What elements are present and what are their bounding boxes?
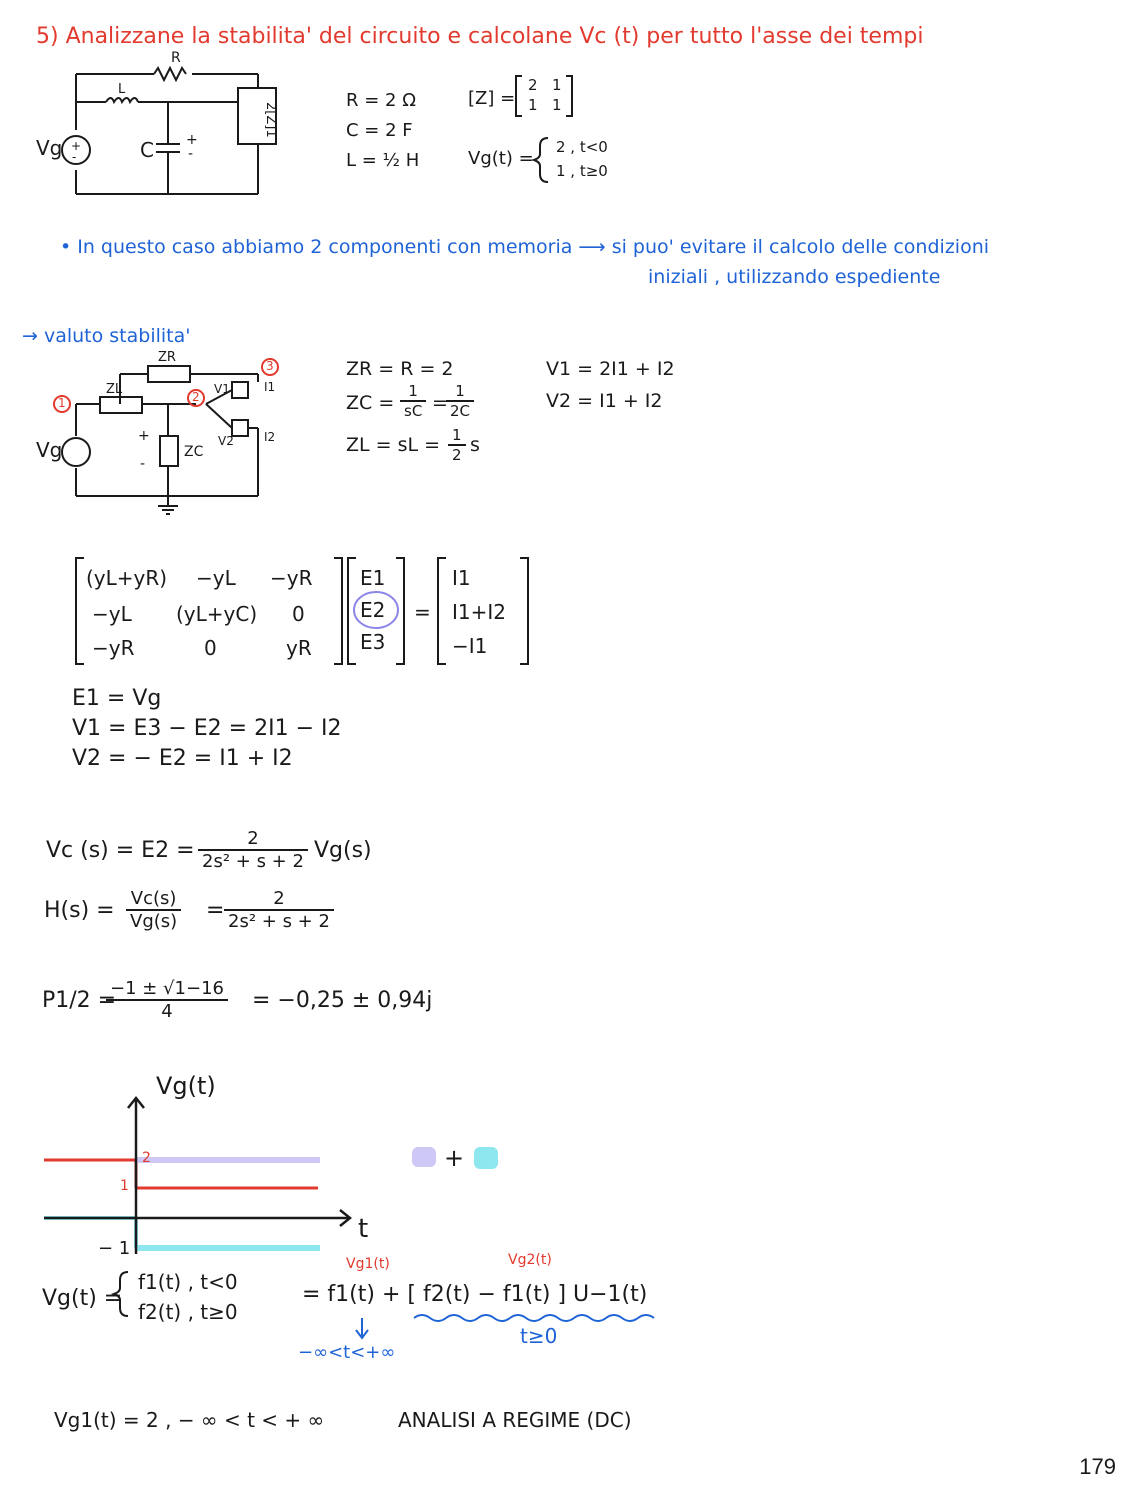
vg-def-case2: 1 , t≥0	[556, 162, 608, 180]
graph-tick-minus-1: − 1	[98, 1238, 131, 1259]
equation-v1: V1 = E3 − E2 = 2I1 − I2	[72, 716, 342, 741]
vc-denominator: 2s² + s + 2	[202, 851, 304, 872]
i-1: I1	[452, 566, 471, 590]
e-1: E1	[360, 566, 386, 590]
node-2-label: 2	[192, 390, 200, 404]
node-1-label: 1	[58, 396, 66, 410]
zr-equation: ZR = R = 2	[346, 358, 454, 380]
h-f2-denominator: 2s² + s + 2	[228, 911, 330, 932]
zl-fraction	[448, 426, 466, 464]
poles-rhs: = −0,25 ± 0,94j	[252, 988, 433, 1013]
legend-purple-swatch	[412, 1147, 436, 1167]
graph-y-label: Vg(t)	[156, 1072, 216, 1100]
zc-equals: =	[432, 392, 448, 414]
circuit-1	[62, 68, 276, 194]
zc-f1-numerator: 1	[400, 382, 426, 402]
source-label-vg: Vg	[36, 136, 63, 160]
poles-fraction	[106, 978, 228, 1022]
zl-equation-lhs: ZL = sL =	[346, 434, 441, 456]
v2-two-port-equation: V2 = I1 + I2	[546, 390, 663, 412]
decomp-rhs: = f1(t) + [ f2(t) − f1(t) ] U−1(t)	[302, 1282, 648, 1307]
capacitor-plus: +	[186, 132, 198, 148]
vc-fraction	[198, 828, 308, 872]
vg-brace	[534, 138, 548, 182]
y-13: −yR	[270, 566, 313, 590]
z-matrix-22: 1	[552, 96, 562, 114]
zl-equation-rhs: s	[470, 434, 480, 456]
vg1-definition: Vg1(t) = 2 , − ∞ < t < + ∞	[54, 1408, 325, 1432]
page-number: 179	[1079, 1454, 1116, 1479]
h-equals: =	[206, 898, 225, 923]
zc-equation-lhs: ZC =	[346, 392, 395, 414]
h-fraction-2	[224, 888, 334, 932]
decomp-case2: f2(t) , t≥0	[138, 1300, 238, 1324]
y-22: (yL+yC)	[176, 602, 258, 626]
zc-fraction-1	[400, 382, 426, 420]
i2-port-label: I2	[264, 430, 276, 444]
inductor-label: L	[118, 82, 126, 97]
legend-plus: +	[444, 1144, 465, 1172]
i1-port-label: I1	[264, 380, 276, 394]
h-f1-numerator: Vc(s)	[126, 888, 181, 911]
z-matrix-label: [Z] =	[468, 88, 516, 109]
zl-label: ZL	[106, 382, 123, 397]
zc-minus: -	[140, 456, 146, 472]
param-r: R = 2 Ω	[346, 90, 416, 111]
down-arrow	[356, 1318, 368, 1338]
param-l: L = ½ H	[346, 150, 420, 171]
note-memory-components: • In questo caso abbiamo 2 componenti con memoria ⟶ si puo' evitare il calcolo delle condizioni	[60, 236, 990, 258]
y-11: (yL+yR)	[86, 566, 168, 590]
source-minus: -	[72, 150, 77, 164]
zl-numerator: 1	[448, 426, 466, 446]
e-3: E3	[360, 630, 386, 654]
note-vg1: Vg1(t)	[346, 1256, 390, 1272]
zc-f2-numerator: 1	[446, 382, 474, 402]
zc-label: ZC	[184, 444, 204, 460]
source-plus: +	[71, 139, 82, 153]
source2-label-vg: Vg	[36, 438, 63, 462]
vc-rhs: Vg(s)	[314, 838, 372, 863]
i-2: I1+I2	[452, 600, 507, 624]
decomp-case1: f1(t) , t<0	[138, 1270, 238, 1294]
z-matrix-brackets	[516, 76, 572, 116]
h-fraction-1	[126, 888, 181, 932]
two-port-z-label: 2[Z]1	[263, 102, 278, 138]
zr-label: ZR	[158, 350, 176, 365]
poles-denominator: 4	[161, 1001, 173, 1022]
graph-tick-2: 2	[142, 1150, 151, 1166]
equation-e1: E1 = Vg	[72, 686, 162, 711]
y-12: −yL	[196, 566, 236, 590]
poles-lhs: P1/2 =	[42, 988, 117, 1013]
vc-numerator: 2	[198, 828, 308, 851]
decomp-lhs: Vg(t) =	[42, 1286, 123, 1311]
node-3-label: 3	[266, 359, 274, 373]
z-matrix-21: 1	[528, 96, 538, 114]
note-vg2: Vg2(t)	[508, 1252, 552, 1268]
y-31: −yR	[92, 636, 135, 660]
v1-two-port-equation: V1 = 2I1 + I2	[546, 358, 675, 380]
poles-numerator: −1 ± √1−16	[106, 978, 228, 1001]
zl-denominator: 2	[452, 446, 462, 464]
y-33: yR	[286, 636, 312, 660]
param-c: C = 2 F	[346, 120, 413, 141]
i-3: −I1	[452, 634, 488, 658]
nodal-equals: =	[414, 600, 431, 624]
decomp-range-positive: t≥0	[520, 1324, 558, 1348]
decomp-range-all: −∞<t<+∞	[298, 1342, 396, 1363]
graph-tick-1: 1	[120, 1178, 129, 1194]
wavy-underline	[414, 1315, 654, 1321]
vg-graph	[44, 1098, 498, 1254]
y-32: 0	[204, 636, 217, 660]
legend-cyan-swatch	[474, 1147, 498, 1169]
v1-port-label: V1	[214, 382, 230, 396]
zc-plus: +	[138, 428, 150, 444]
h-lhs: H(s) =	[44, 898, 115, 923]
capacitor-label: C	[140, 138, 154, 162]
y-21: −yL	[92, 602, 132, 626]
h-f1-denominator: Vg(s)	[130, 911, 178, 932]
resistor-label: R	[171, 50, 181, 66]
e-2: E2	[360, 598, 386, 622]
zc-f2-denominator: 2C	[450, 402, 471, 420]
section-stability-heading: → valuto stabilita'	[22, 325, 191, 347]
page-title: 5) Analizzane la stabilita' del circuito e calcolane Vc (t) per tutto l'asse dei tempi	[36, 24, 924, 49]
zc-fraction-2	[446, 382, 474, 420]
dc-analysis-label: ANALISI A REGIME (DC)	[398, 1408, 632, 1432]
vg-def-label: Vg(t) =	[468, 148, 534, 169]
graph-x-label: t	[358, 1214, 369, 1244]
note-initial-conditions: iniziali , utilizzando espediente	[648, 266, 941, 288]
z-matrix-12: 1	[552, 76, 562, 94]
h-f2-numerator: 2	[224, 888, 334, 911]
vg-def-case1: 2 , t<0	[556, 138, 608, 156]
v2-port-label: V2	[218, 434, 234, 448]
z-matrix-11: 2	[528, 76, 538, 94]
equation-v2: V2 = − E2 = I1 + I2	[72, 746, 293, 771]
capacitor-minus: -	[188, 146, 194, 162]
y-23: 0	[292, 602, 305, 626]
zc-f1-denominator: sC	[404, 402, 423, 420]
vc-lhs: Vc (s) = E2 =	[46, 838, 195, 863]
